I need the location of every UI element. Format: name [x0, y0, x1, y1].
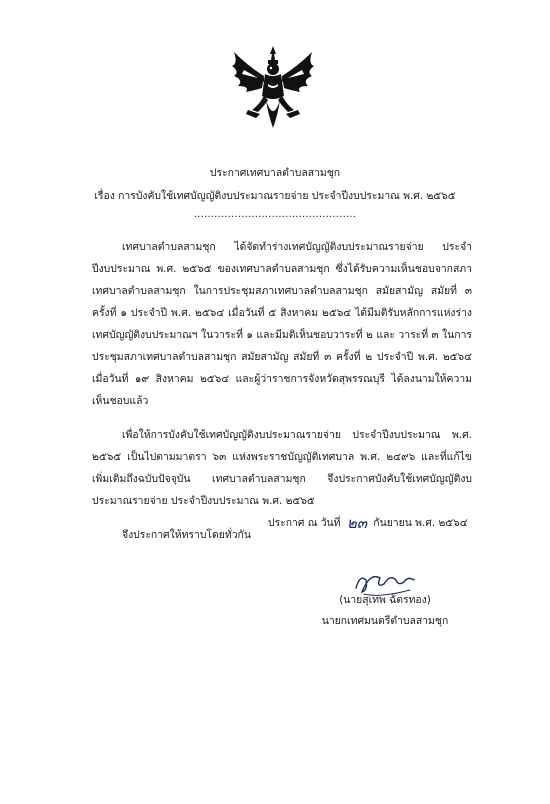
announcement-date	[268, 510, 468, 534]
date-prefix: ประกาศ ณ วันที่	[268, 517, 341, 529]
header-separator: ................................................	[193, 209, 357, 220]
signer-position: นายกเทศมนตรีตำบลสามชุก	[321, 615, 449, 627]
closing-statement: จึงประกาศให้ทราบโดยทั่วกัน	[122, 529, 251, 541]
signer-name: (นายสุเทพ ฉัตรทอง)	[339, 594, 431, 606]
body-paragraph-2: เพื่อให้การบังคับใช้เทศบัญญัติงบประมาณรายจ่าย ประจำปีงบประมาณ พ.ศ. ๒๕๖๕ เป็นไปตามมาตรา ๖๓ แห่งพระราชบัญญัติเทศบาล พ.ศ. ๒๔๙๖ และที่แก้ไขเพิ่มเติมถึงฉบับปัจจุบัน เทศบาลตำบลสามชุก จึงประกาศบังคับใช้เทศบัญญัติงบประมาณรายจ่าย ประจำปีงบประมาณ พ.ศ. ๒๕๖๕	[92, 429, 472, 507]
garuda-emblem-icon	[228, 44, 318, 130]
announcement-title: ประกาศเทศบาลตำบลสามชุก	[209, 167, 341, 179]
signer-block	[300, 590, 470, 632]
announcement-subject: เรื่อง การบังคับใช้เทศบัญญัติงบประมาณรายจ่าย ประจำปีงบประมาณ พ.ศ. ๒๕๖๕	[94, 190, 456, 202]
announcement-header	[0, 162, 550, 222]
body-paragraph-1: เทศบาลตำบลสามชุก ได้จัดทำร่างเทศบัญญัติงบประมาณรายจ่าย ประจำปีงบประมาณ พ.ศ. ๒๕๖๕ ของเทศบาลตำบลสามชุก ซึ่งได้รับความเห็นชอบจากสภาเทศบาลตำบลสามชุก ในการประชุมสภาเทศบาลตำบลสามชุก สมัยสามัญ สมัยที่ ๓ ครั้งที่ ๑ ประจำปี พ.ศ. ๒๕๖๔ เมื่อวันที่ ๕ สิงหาคม ๒๕๖๔ ได้มีมติรับหลักการแห่งร่างเทศบัญญัติงบประมาณฯ ในวาระที่ ๑ และมีมติเห็นชอบวาระที่ ๒ และ วาระที่ ๓ ในการประชุมสภาเทศบาลตำบลสามชุก สมัยสามัญ สมัยที่ ๓ ครั้งที่ ๒ ประจำปี พ.ศ. ๒๕๖๔ เมื่อวันที่ ๑๙ สิงหาคม ๒๕๖๔ และผู้ว่าราชการจังหวัดสุพรรณบุรี ได้ลงนามให้ความเห็นชอบแล้ว	[92, 241, 472, 407]
date-suffix: กันยายน พ.ศ. ๒๕๖๔	[373, 517, 468, 529]
handwritten-day: ๒๓	[346, 514, 367, 532]
